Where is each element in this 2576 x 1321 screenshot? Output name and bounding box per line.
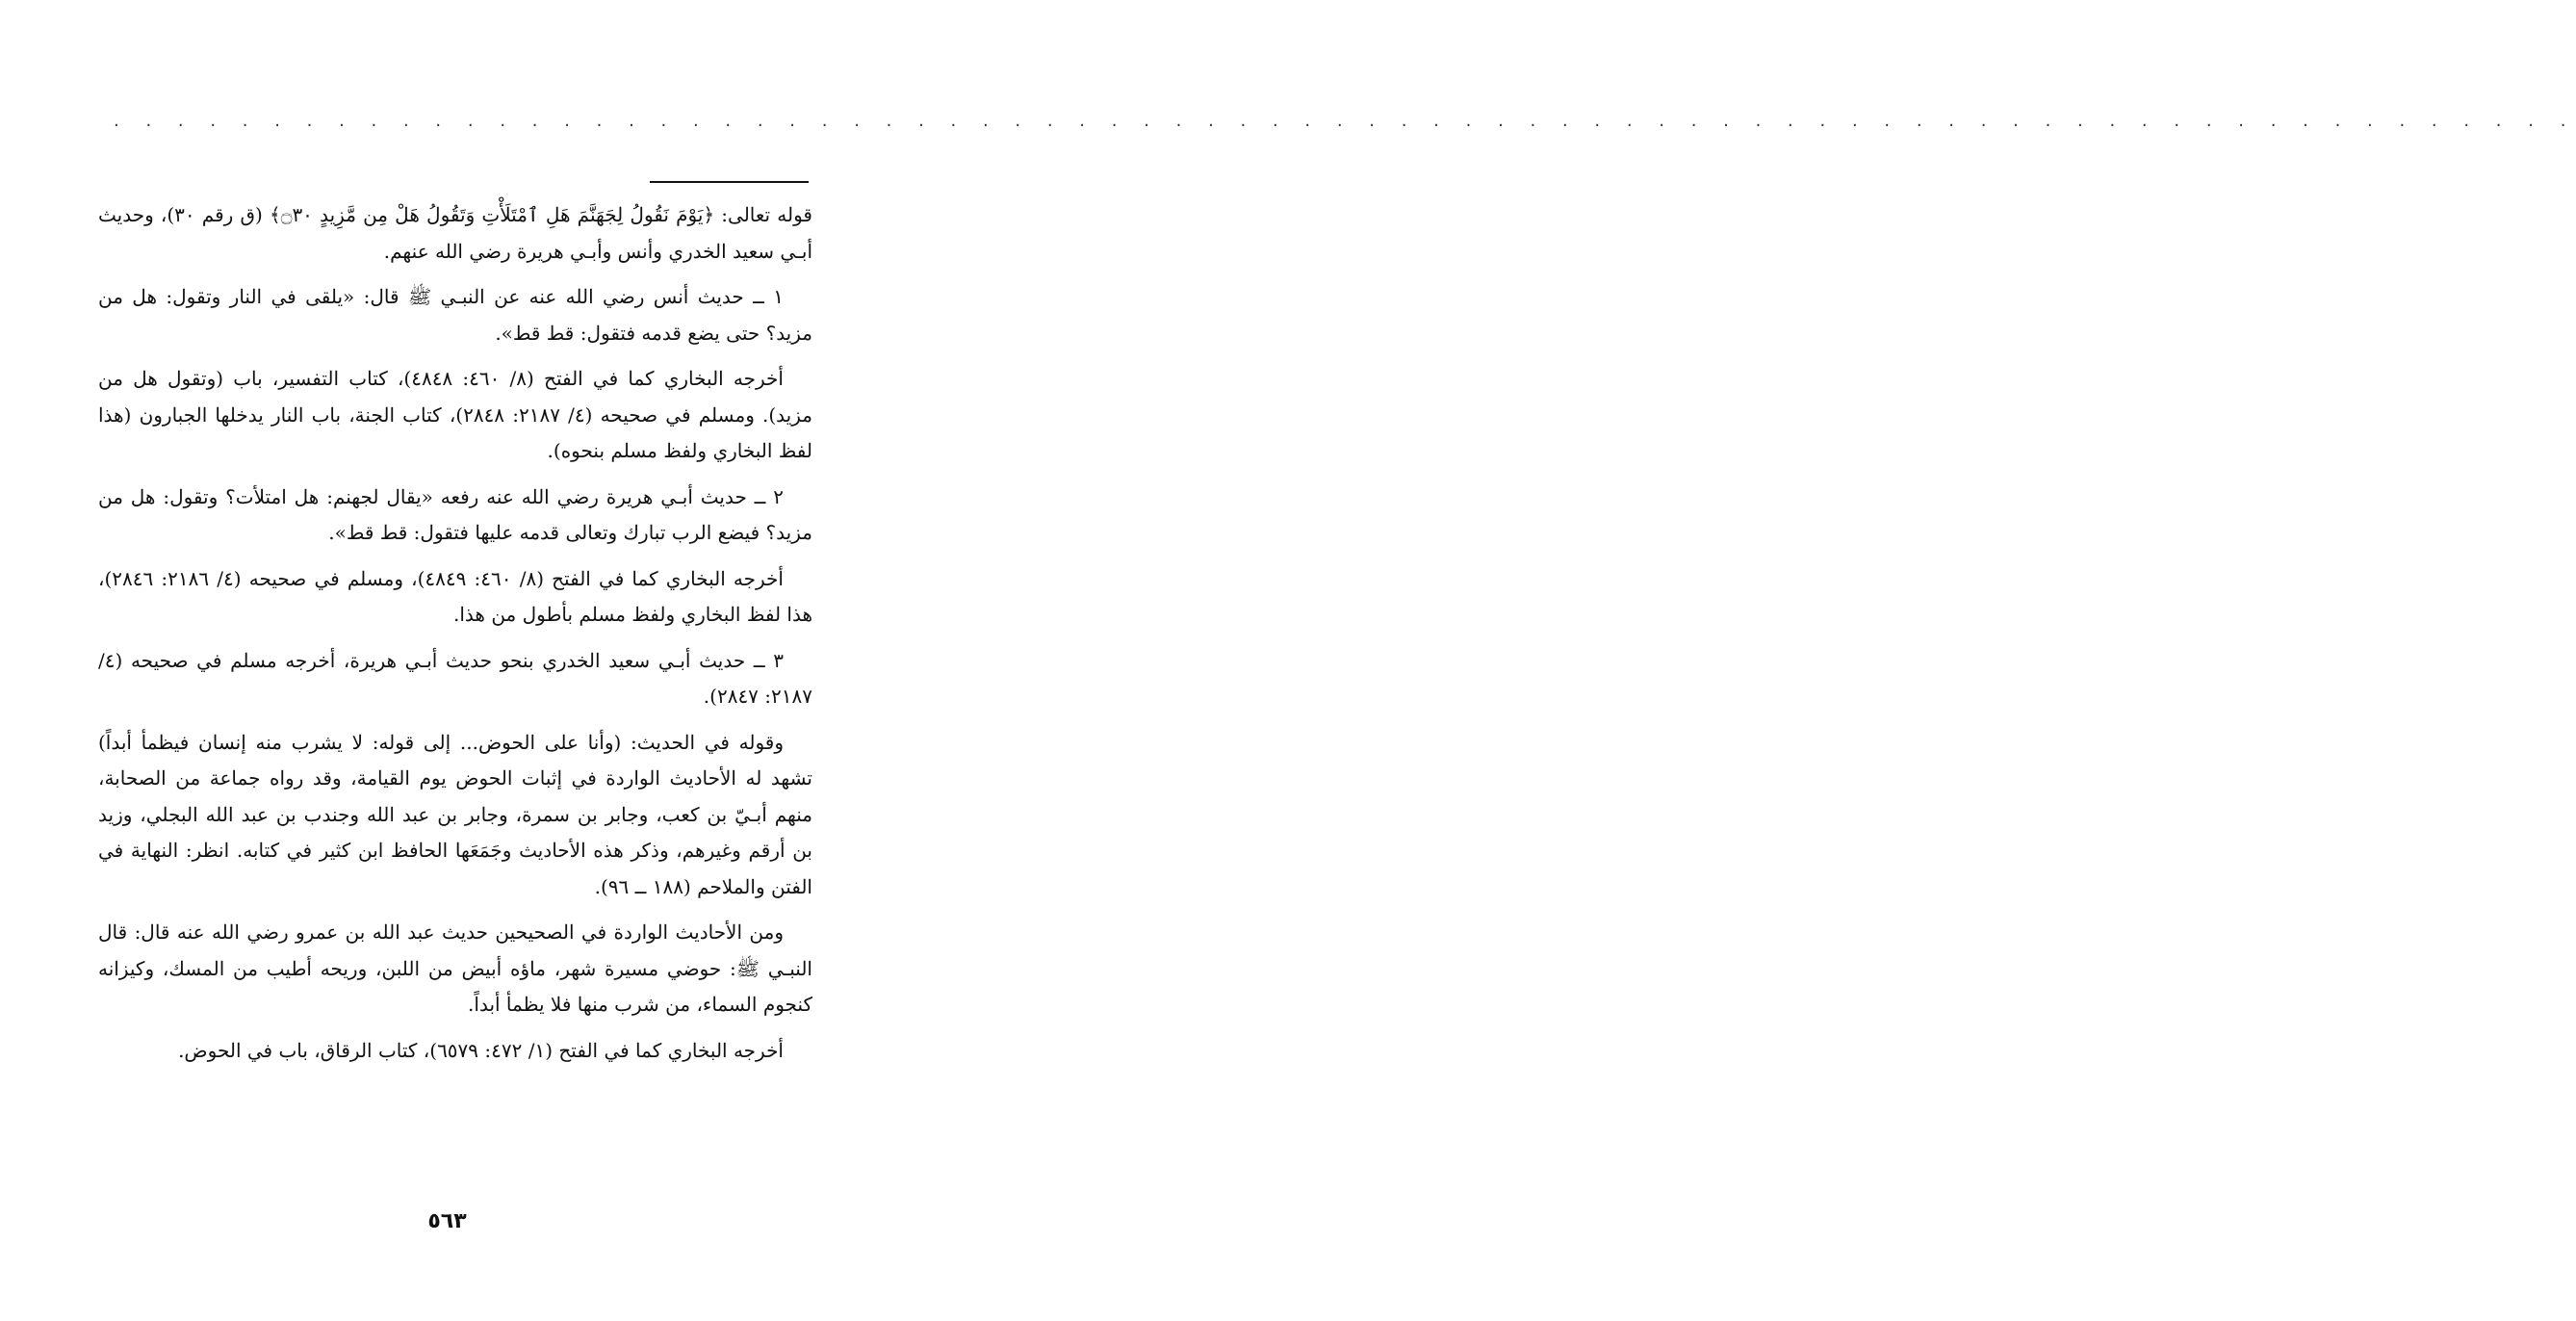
paragraph-takhrij-hawd: أخرجه البخاري كما في الفتح (١/ ٤٧٢: ٦٥٧٩)، كتاب الرقاق، باب في الحوض. [178,1038,784,1062]
paragraph-takhrij-1: أخرجه البخاري كما في الفتح (٨/ ٤٦٠: ٤٨٤٨)، كتاب التفسير، باب (وتقول هل من مزيد). ومسلم في صحيحه (٤/ ٢١٨٧: ٢٨٤٨)، كتاب الجنة، باب النار يدخلها الجبارون (هذا لفظ البخاري ولفظ مسلم بنحوه). [98,367,812,462]
paragraph-takhrij-2: أخرجه البخاري كما في الفتح (٨/ ٤٦٠: ٤٨٤٩)، ومسلم في صحيحه (٤/ ٢١٨٦: ٢٨٤٦)، هذا لفظ البخاري ولفظ مسلم بأطول من هذا. [98,566,812,626]
paragraph-hadith-2: ٢ ــ حديث أبـي هريرة رضي الله عنه رفعه «يقال لجهنم: هل امتلأت؟ وتقول: هل من مزيد؟ فيضع الرب تبارك وتعالى قدمه عليها فتقول: قط قط». [98,484,812,544]
paragraph-hadith-3: ٣ ــ حديث أبـي سعيد الخدري بنحو حديث أبـي هريرة، أخرجه مسلم في صحيحه (٤/ ٢١٨٧: ٢٨٤٧). [98,648,812,708]
paragraph-hadith-1: ١ ــ حديث أنس رضي الله عنه عن النبـي ﷺ قال: «يلقى في النار وتقول: هل من مزيد؟ حتى يضع قدمه فتقول: قط قط». [98,285,812,345]
page-number: ٥٦٣ [427,1209,467,1233]
dotted-separator: · · · · · · · · · · · · · · · · · · · · · · · · · · · · · · · · · · · · · · · · · · · · · · · · · · · · · · · · · · · · · · · · · · · · · · · · · · · · · [114,116,2576,136]
footnote-rule [650,181,809,183]
paragraph-verse: قوله تعالى: ﴿يَوْمَ نَقُولُ لِجَهَنَّمَ هَلِ ٱمْتَلَأْتِ وَتَقُولُ هَلْ مِن مَّزِيدٍ ۝٣٠﴾ (ق رقم ٣٠)، وحديث أبـي سعيد الخدري وأنس وأبـي هريرة رضي الله عنهم. [98,203,812,263]
paragraph-sahihayn: ومن الأحاديث الواردة في الصحيحين حديث عبد الله بن عمرو رضي الله عنه قال: قال النبـي ﷺ: حوضي مسيرة شهر، ماؤه أبيض من اللبن، وريحه أطيب من المسك، وكيزانه كنجوم السماء، من شرب منها فلا يظمأ أبداً. [98,920,812,1016]
footnote-text [98,197,812,1078]
paragraph-hawd: وقوله في الحديث: (وأنا على الحوض... إلى قوله: لا يشرب منه إنسان فيظمأ أبداً) تشهد له الأحاديث الواردة في إثبات الحوض يوم القيامة، وقد رواه جماعة من الصحابة، منهم أبـيّ بن كعب، وجابر بن سمرة، وجابر بن عبد الله وجندب بن عبد الله البجلي، وزيد بن أرقم وغيرهم، وذكر هذه الأحاديث وجَمَعَها الحافظ ابن كثير في كتابه. انظر: النهاية في الفتن والملاحم (١٨٨ ــ ٩٦). [98,730,812,898]
